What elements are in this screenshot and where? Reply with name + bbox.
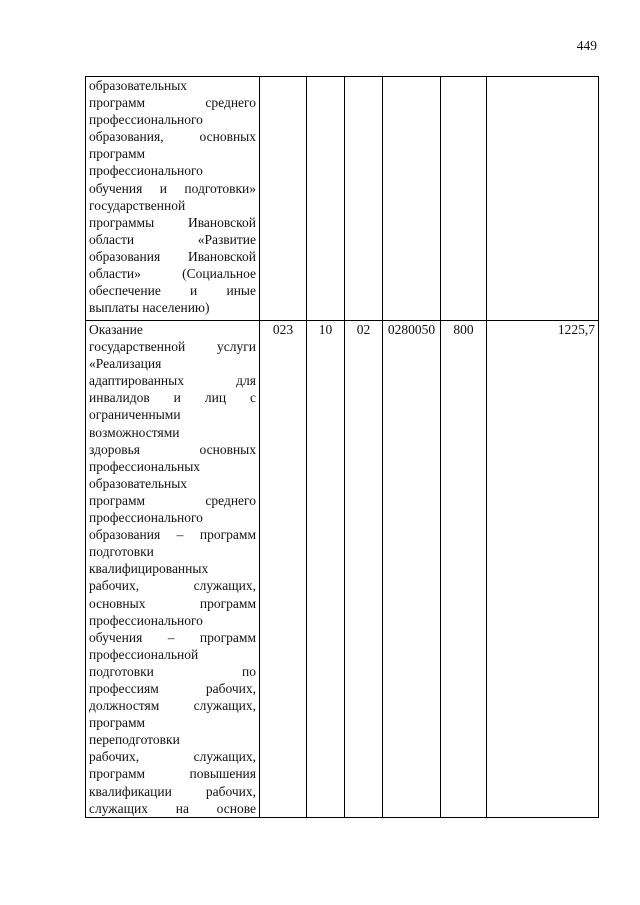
row-name-cell [86,321,260,818]
row-name-line: профессиональных [89,458,201,474]
row-name-line: обучения и подготовки» [89,180,256,196]
row-name-line: программ [89,715,146,731]
row-name-line: основных программ [89,595,256,611]
row-name-line: должностям служащих, [89,698,256,714]
row-name-line: программы Ивановской [89,214,256,230]
grbs-cell: 023 [260,321,307,818]
row-name-line: служащих на основе [89,800,256,816]
sum-cell: 1225,7 [487,321,599,818]
csr-cell: 0280050 [383,321,441,818]
row-name-line: государственной услуги [89,339,256,355]
row-name-line: адаптированных для [89,373,256,389]
page-number: 449 [576,38,597,53]
row-name-line: выплаты населению) [89,300,210,316]
podrazdel-cell: 02 [345,321,383,818]
row-name-line: образования Ивановской [89,248,256,264]
sum-cell [487,77,599,321]
row-name-line: Оказание [89,322,143,337]
row-name-line: профессионального [89,163,203,179]
razdel-cell [307,77,345,321]
row-name-line: образования, основных [89,129,256,145]
row-name-line: образования – программ [89,527,256,543]
row-name-line: обеспечение и иные [89,283,256,299]
row-name-line: профессиональной [89,646,199,662]
row-name-line: области» (Социальное [89,266,256,282]
row-name-line: профессионального [89,510,203,526]
row-name-line: инвалидов и лиц с [89,390,256,406]
row-name-line: программ среднего [89,95,256,111]
row-name-line: возможностями [89,424,180,440]
row-name-line: программ повышения [89,766,256,782]
razdel-cell: 10 [307,321,345,818]
budget-table [85,76,599,818]
row-name-line: квалификации рабочих, [89,783,256,799]
row-name-line: образовательных [89,78,188,93]
row-name-line: профессионального [89,612,203,628]
row-name-line: ограниченными [89,407,181,423]
table-row [86,77,599,321]
row-name-line: профессиям рабочих, [89,680,256,696]
row-name-line: рабочих, служащих, [89,578,256,594]
vr-cell: 800 [441,321,487,818]
row-name-line: обучения – программ [89,629,256,645]
vr-cell [441,77,487,321]
table-row [86,321,599,818]
row-name-cell [86,77,260,321]
row-name-line: государственной [89,197,186,213]
row-name-line: программ среднего [89,492,256,508]
csr-cell [383,77,441,321]
row-name-line: образовательных [89,475,188,491]
row-name-line: переподготовки [89,732,180,748]
row-name-line: подготовки [89,544,154,560]
podrazdel-cell [345,77,383,321]
row-name-line: «Реализация [89,356,162,372]
row-name-line: области «Развитие [89,231,256,247]
row-name-line: здоровья основных [89,441,256,457]
row-name-line: программ [89,146,146,162]
row-name-line: профессионального [89,112,203,128]
row-name-line: рабочих, служащих, [89,749,256,765]
row-name-line: квалифицированных [89,561,209,577]
row-name-line: подготовки по [89,663,256,679]
grbs-cell [260,77,307,321]
